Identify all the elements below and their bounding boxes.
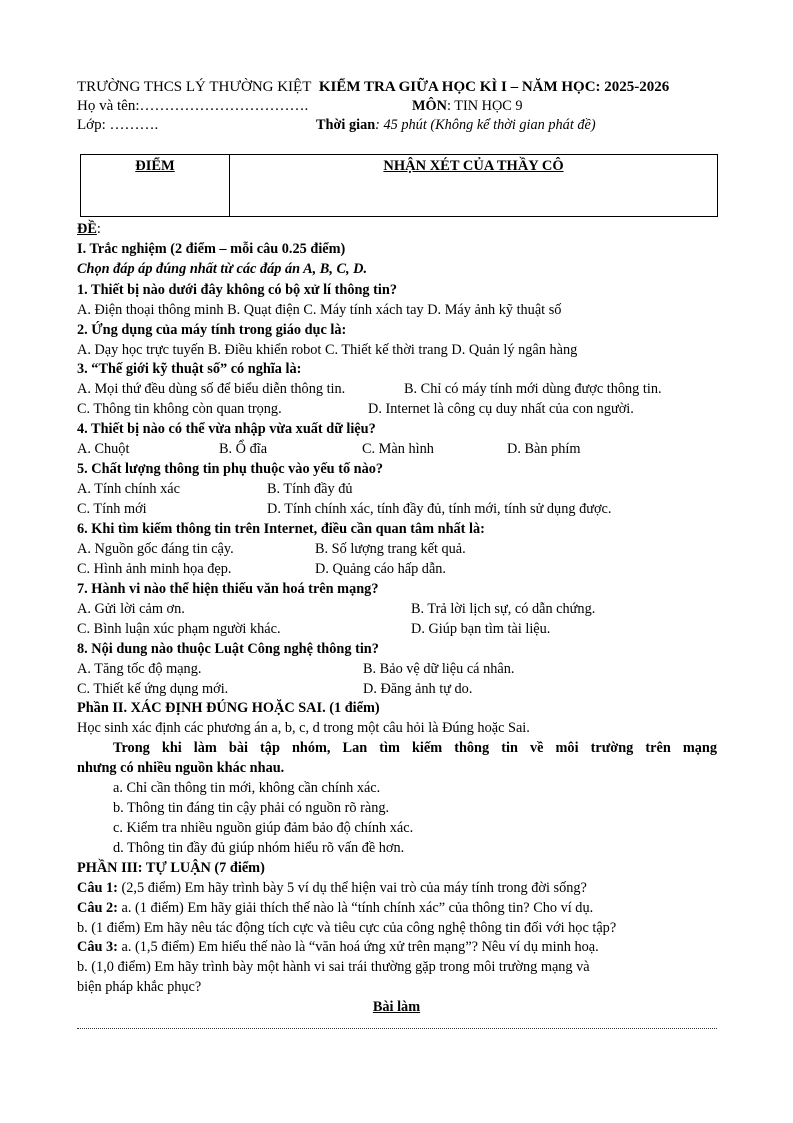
school-name: TRƯỜNG THCS LÝ THƯỜNG KIỆT xyxy=(77,79,312,95)
de-heading xyxy=(77,220,101,238)
question-5-option-d: D. Tính chính xác, tính đầy đủ, tính mới, tính sử dụng được. xyxy=(267,501,612,517)
part2-stem-line-2: nhưng có nhiều nguồn khác nhau. xyxy=(77,760,285,776)
part3-item-4-text: a. (1,5 điểm) Em hiểu thế nào là “văn hoá ứng xử trên mạng”? Nêu ví dụ minh hoạ. xyxy=(117,939,599,955)
question-6-option-c: C. Hình ảnh minh họa đẹp. xyxy=(77,561,232,577)
subject-value: : TIN HỌC 9 xyxy=(446,98,523,114)
part3-title: PHẦN III: TỰ LUẬN (7 điểm) xyxy=(77,860,265,876)
student-name-field: Họ và tên:……………………………. xyxy=(77,98,309,114)
question-5: 5. Chất lượng thông tin phụ thuộc vào yếu tố nào? xyxy=(77,461,384,477)
class-field: Lớp: ………. xyxy=(77,117,159,133)
exam-title: KIỂM TRA GIỮA HỌC KÌ I – NĂM HỌC: 2025-2026 xyxy=(318,79,670,95)
part3-item-5-text: b. (1,0 điểm) Em hãy trình bày một hành vi sai trái thường gặp trong môi trường mạng và xyxy=(77,959,590,975)
question-4-option-c: C. Màn hình xyxy=(362,441,434,457)
de-label: ĐỀ xyxy=(77,221,97,237)
question-3-option-b: B. Chỉ có máy tính mới dùng được thông tin. xyxy=(404,381,662,397)
part3-item-5 xyxy=(77,958,590,976)
question-5-option-b: B. Tính đầy đủ xyxy=(267,481,353,497)
question-7-option-d: D. Giúp bạn tìm tài liệu. xyxy=(411,621,551,637)
part2-instruction: Học sinh xác định các phương án a, b, c, d trong một câu hỏi là Đúng hoặc Sai. xyxy=(77,720,530,736)
subject-line xyxy=(412,97,523,115)
comment-header: NHẬN XÉT CỦA THẦY CÔ xyxy=(383,158,564,174)
question-6-option-d: D. Quảng cáo hấp dẫn. xyxy=(315,561,447,577)
time-line xyxy=(316,116,596,134)
answer-dotted-line xyxy=(77,1016,717,1029)
subject-label: MÔN xyxy=(412,98,447,114)
question-5-option-a: A. Tính chính xác xyxy=(77,481,180,497)
question-8-option-a: A. Tăng tốc độ mạng. xyxy=(77,661,202,677)
question-2: 2. Ứng dụng của máy tính trong giáo dục là: xyxy=(77,322,347,338)
time-label: Thời gian xyxy=(316,117,376,133)
part3-item-2-label: Câu 2: xyxy=(77,900,118,916)
question-5-option-c: C. Tính mới xyxy=(77,501,147,517)
question-7-option-c: C. Bình luận xúc phạm người khác. xyxy=(77,621,281,637)
question-7: 7. Hành vi nào thể hiện thiếu văn hoá trên mạng? xyxy=(77,581,379,597)
part2-statement-b: b. Thông tin đáng tin cậy phải có nguồn rõ ràng. xyxy=(113,800,390,816)
question-6: 6. Khi tìm kiếm thông tin trên Internet, điều cần quan tâm nhất là: xyxy=(77,521,485,537)
question-6-option-a: A. Nguồn gốc đáng tin cậy. xyxy=(77,541,234,557)
comment-cell xyxy=(230,155,718,217)
time-value: : 45 phút (Không kể thời gian phát đề) xyxy=(375,117,596,133)
part2-stem-line-1: Trong khi làm bài tập nhóm, Lan tìm kiếm thông tin về môi trường trên mạng xyxy=(113,740,717,756)
score-cell xyxy=(81,155,230,217)
question-4-option-b: B. Ổ đĩa xyxy=(219,441,268,457)
question-3-option-d: D. Internet là công cụ duy nhất của con người. xyxy=(368,401,634,417)
question-4: 4. Thiết bị nào có thể vừa nhập vừa xuất dữ liệu? xyxy=(77,421,376,437)
question-6-option-b: B. Số lượng trang kết quả. xyxy=(315,541,466,557)
question-2-options: A. Dạy học trực tuyến B. Điều khiển robot C. Thiết kế thời trang D. Quản lý ngân hàng xyxy=(77,342,578,358)
question-4-option-d: D. Bàn phím xyxy=(507,441,581,457)
answer-heading: Bài làm xyxy=(372,999,421,1015)
question-7-option-a: A. Gửi lời cảm ơn. xyxy=(77,601,185,617)
part3-item-2 xyxy=(77,899,593,917)
part1-title: I. Trắc nghiệm (2 điểm – mỗi câu 0.25 điểm) xyxy=(77,241,346,257)
part3-item-6-text: biện pháp khắc phục? xyxy=(77,979,202,995)
name-line xyxy=(77,97,308,115)
header-line-1 xyxy=(77,78,669,96)
question-4-option-a: A. Chuột xyxy=(77,441,130,457)
part2-statement-d: d. Thông tin đầy đủ giúp nhóm hiểu rõ vấn đề hơn. xyxy=(113,840,405,856)
part3-item-4 xyxy=(77,938,599,956)
part3-item-1-text: (2,5 điểm) Em hãy trình bày 5 ví dụ thể hiện vai trò của máy tính trong đời sống? xyxy=(117,880,587,896)
part1-instruction: Chọn đáp áp đúng nhất từ các đáp án A, B, C, D. xyxy=(77,261,368,277)
part2-title: Phần II. XÁC ĐỊNH ĐÚNG HOẶC SAI. (1 điểm) xyxy=(77,700,380,716)
score-header: ĐIỂM xyxy=(135,158,175,174)
question-7-option-b: B. Trả lời lịch sự, có dẫn chứng. xyxy=(411,601,596,617)
question-1: 1. Thiết bị nào dưới đây không có bộ xử lí thông tin? xyxy=(77,282,397,298)
question-8-option-b: B. Bảo vệ dữ liệu cá nhân. xyxy=(363,661,515,677)
part2-statement-c: c. Kiểm tra nhiều nguồn giúp đảm bảo độ chính xác. xyxy=(113,820,414,836)
class-line xyxy=(77,116,158,134)
question-3-option-c: C. Thông tin không còn quan trọng. xyxy=(77,401,282,417)
question-3: 3. “Thế giới kỹ thuật số” có nghĩa là: xyxy=(77,361,302,377)
question-8: 8. Nội dung nào thuộc Luật Công nghệ thông tin? xyxy=(77,641,379,657)
question-8-option-d: D. Đăng ảnh tự do. xyxy=(363,681,473,697)
score-table xyxy=(80,154,718,217)
part3-item-2-text: a. (1 điểm) Em hãy giải thích thế nào là “tính chính xác” của thông tin? Cho ví dụ. xyxy=(117,900,594,916)
part3-item-3 xyxy=(77,919,616,937)
part3-item-3-text: b. (1 điểm) Em hãy nêu tác động tích cực và tiêu cực của công nghệ thông tin đối với học tập? xyxy=(77,920,617,936)
question-3-option-a: A. Mọi thứ đều dùng số để biểu diễn thông tin. xyxy=(77,381,346,397)
part2-statement-a: a. Chỉ cần thông tin mới, không cần chính xác. xyxy=(113,780,381,796)
part3-item-1 xyxy=(77,879,587,897)
de-colon: : xyxy=(96,221,101,237)
part3-item-4-label: Câu 3: xyxy=(77,939,118,955)
question-8-option-c: C. Thiết kế ứng dụng mới. xyxy=(77,681,229,697)
part3-item-1-label: Câu 1: xyxy=(77,880,118,896)
question-1-options: A. Điện thoại thông minh B. Quạt điện C. Máy tính xách tay D. Máy ảnh kỹ thuật số xyxy=(77,302,562,318)
part3-item-6 xyxy=(77,978,201,996)
